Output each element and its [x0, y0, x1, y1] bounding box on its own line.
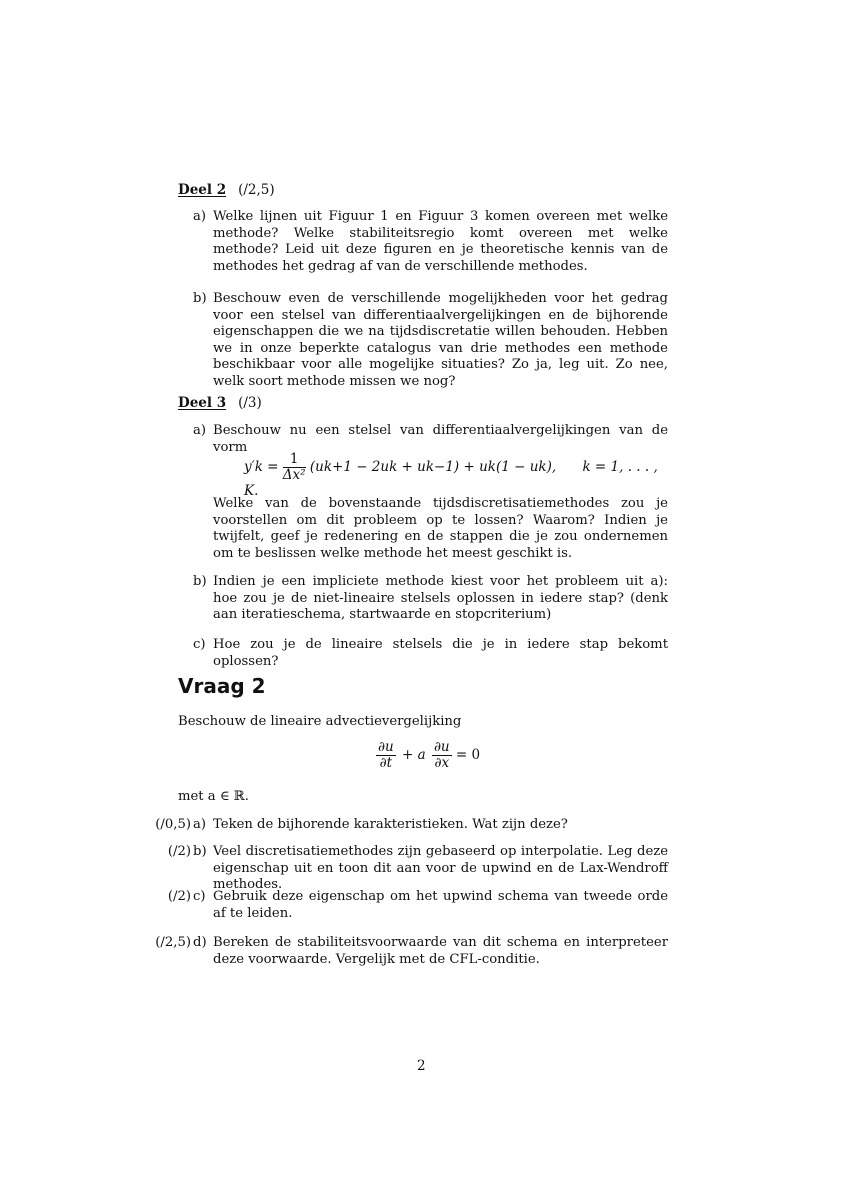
vraag2-condition: met a ∈ ℝ. — [178, 789, 249, 804]
item-points: (/2) — [167, 844, 191, 859]
deel3-label: Deel 3 — [178, 395, 227, 411]
item-points: (/0,5) — [155, 817, 191, 832]
item-letter: b) — [193, 291, 207, 306]
formula-range: k = 1, . . . , K. — [244, 459, 658, 499]
section-title: Vraag 2 — [178, 674, 266, 698]
item-text: Welke van de bovenstaande tijdsdiscretisatiemethodes zou je voorstellen om dit probleem op te lossen? Waarom? Indien je twijfelt, geef je redenering en de stappen die je zou ondernemen om te beslissen welke methode het meest geschikt is. — [213, 496, 668, 561]
du-dx-fraction: $\frac{\partial u}{\partial x}$ — [433, 739, 450, 771]
ode-system-formula — [244, 451, 664, 499]
deel2-points: (/2,5) — [238, 182, 275, 198]
deel2-item-a — [193, 209, 668, 275]
vraag2-item-b — [148, 844, 668, 894]
deel3-heading — [178, 395, 262, 412]
formula-lhs: y′k = — [244, 459, 279, 475]
item-letter: b) — [193, 844, 207, 859]
item-points: (/2) — [167, 889, 191, 904]
fraction-numerator: 1 — [283, 452, 306, 468]
item-letter: d) — [193, 935, 207, 950]
item-text: Welke lijnen uit Figuur 1 en Figuur 3 komen overeen met welke methode? Welke stabiliteitsregio komt overeen met welke methode? Leid uit deze figuren en je theoretische kennis van de methodes het gedrag af van de verschillende methodes. — [213, 209, 668, 274]
item-letter: c) — [193, 889, 206, 904]
item-letter: c) — [193, 637, 206, 652]
deel2-label: Deel 2 — [178, 182, 227, 198]
vraag2-item-d — [148, 935, 668, 968]
item-letter: a) — [193, 209, 207, 224]
formula-fraction — [283, 452, 306, 483]
equation-rhs: = 0 — [455, 747, 481, 763]
du-dt-fraction: $\frac{\partial u}{\partial t}$ — [378, 739, 394, 771]
deel2-heading — [178, 182, 275, 199]
fraction-denominator: Δx² — [282, 467, 306, 483]
vraag2-item-c — [148, 889, 668, 922]
item-text: Veel discretisatiemethodes zijn gebaseerd op interpolatie. Leg deze eigenschap uit en toon dit aan voor de upwind en de Lax-Wendroff methodes. — [213, 844, 668, 892]
item-text: Beschouw even de verschillende mogelijkheden voor het gedrag voor een stelsel van differentiaalvergelijkingen en de bijhorende eigenschappen die we na tijdsdiscretatie willen behouden. Hebben we in onze beperkte catalogus van drie methodes een methode beschikbaar voor alle mogelijke situaties? Zo ja, leg uit. Zo nee, welk soort methode missen we nog? — [213, 291, 668, 389]
item-letter: a) — [193, 817, 207, 832]
deel3-points: (/3) — [238, 395, 262, 411]
vraag2-item-a — [148, 817, 668, 834]
advection-equation: $\frac{\partial u}{\partial t}$ + a $\frac{\partial u}{\partial x}$ = 0 — [378, 739, 481, 771]
item-text: Beschouw nu een stelsel van differentiaalvergelijkingen van de vorm — [213, 423, 668, 455]
formula-rhs: (uk+1 − 2uk + uk−1) + uk(1 − uk), — [309, 459, 557, 475]
vraag2-intro: Beschouw de lineaire advectievergelijking — [178, 714, 462, 729]
item-text: Hoe zou je de lineaire stelsels die je in iedere stap bekomt oplossen? — [213, 637, 668, 669]
item-text: Teken de bijhorende karakteristieken. Wat zijn deze? — [213, 817, 568, 832]
item-text: Gebruik deze eigenschap om het upwind schema van tweede orde af te leiden. — [213, 889, 668, 921]
deel3-item-a-cont — [193, 496, 668, 562]
deel3-item-b — [193, 574, 668, 624]
item-text: Bereken de stabiliteitsvoorwaarde van dit schema en interpreteer deze voorwaarde. Vergelijk met de CFL-conditie. — [213, 935, 668, 967]
item-points: (/2,5) — [155, 935, 191, 950]
item-letter: a) — [193, 423, 207, 438]
item-text: Indien je een impliciete methode kiest voor het probleem uit a): hoe zou je de niet-lineaire stelsels oplossen in iedere stap? (denk aan iteratieschema, startwaarde en stopcriterium) — [213, 574, 668, 622]
item-letter: b) — [193, 574, 207, 589]
deel2-item-b — [193, 291, 668, 390]
page-number: 2 — [417, 1058, 426, 1074]
deel3-item-c — [193, 637, 668, 670]
